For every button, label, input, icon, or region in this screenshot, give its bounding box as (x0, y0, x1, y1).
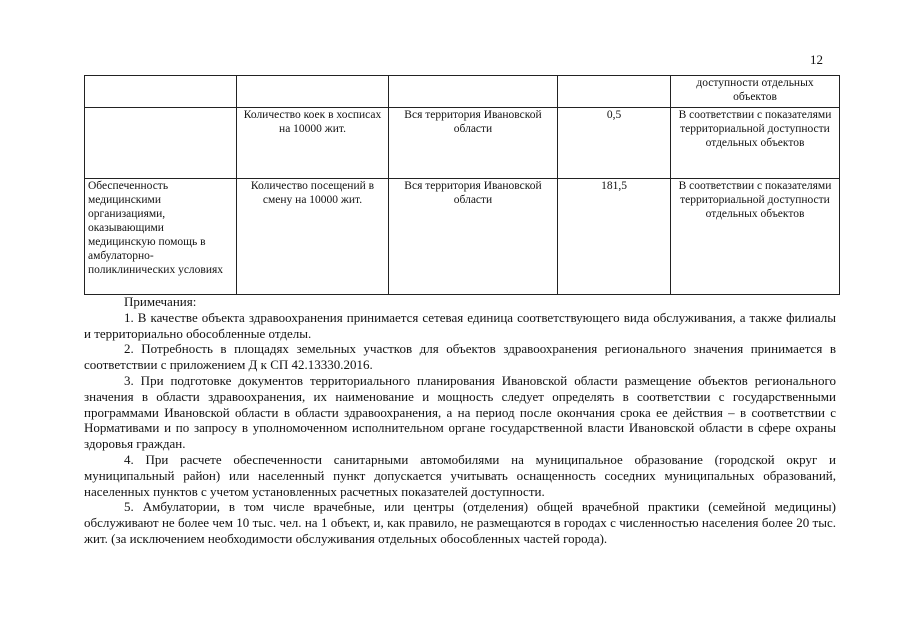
table-cell (237, 76, 389, 108)
table-cell: Количество посещений в смену на 10000 жит. (237, 179, 389, 295)
notes-heading: Примечания: (124, 294, 197, 309)
note-item: 5. Амбулатории, в том числе врачебные, или центры (отделения) общей врачебной практики (семейной медицины) обслуживают не более чем 10 тыс. чел. на 1 объект, и, как правило, не размещаются в городах с численностью населения более 20 тыс. жит. (за исключением необходимости обслуживания отдельных обособленных частей города). (84, 499, 836, 546)
note-item: 3. При подготовке документов территориального планирования Ивановской области размещение объектов регионального значения в области здравоохранения, их наименование и мощность следует определять в соответствии с государственными программами Ивановской области в области здравоохранения, а на период после окончания срока ее действия – в соответствии с Нормативами и по запросу в уполномоченном исполнительном органе государственной власти Ивановской области в сфере охраны здоровья граждан. (84, 372, 836, 452)
notes-section (84, 294, 836, 547)
note-item: 1. В качестве объекта здравоохранения принимается сетевая единица соответствующего вида обслуживания, а также филиалы и территориально обособленные отделы. (84, 309, 836, 341)
table-cell: Обеспеченность медицинскими организациями, оказывающими медицинскую помощь в амбулаторно-поликлинических условиях (85, 179, 237, 295)
table-cell: Вся территория Ивановской области (389, 108, 558, 179)
table-cell: Вся территория Ивановской области (389, 179, 558, 295)
note-item: 2. Потребность в площадях земельных участков для объектов здравоохранения регионального значения принимается в соответствии с приложением Д к СП 42.13330.2016. (84, 341, 836, 373)
table-cell (558, 76, 671, 108)
table-cell: Количество коек в хосписах на 10000 жит. (237, 108, 389, 179)
table-cell: 181,5 (558, 179, 671, 295)
table-cell (85, 108, 237, 179)
table-row (85, 76, 840, 108)
table-cell: В соответствии с показателями территориальной доступности отдельных объектов (671, 108, 840, 179)
note-item: 4. При расчете обеспеченности санитарными автомобилями на муниципальное образование (городской округ и муниципальный район) или населенный пункт допускается учитывать оснащенность соседних муниципальных образований, населенных пунктов с учетом установленных расчетных показателей доступности. (84, 451, 836, 499)
table-cell: В соответствии с показателями территориальной доступности отдельных объектов (671, 179, 840, 295)
page-number: 12 (810, 52, 823, 67)
table-row (85, 108, 840, 179)
standards-table (84, 75, 840, 295)
table-row (85, 179, 840, 295)
table-cell (85, 76, 237, 108)
table-cell: 0,5 (558, 108, 671, 179)
table-cell: доступности отдельных объектов (671, 76, 840, 108)
table-cell (389, 76, 558, 108)
